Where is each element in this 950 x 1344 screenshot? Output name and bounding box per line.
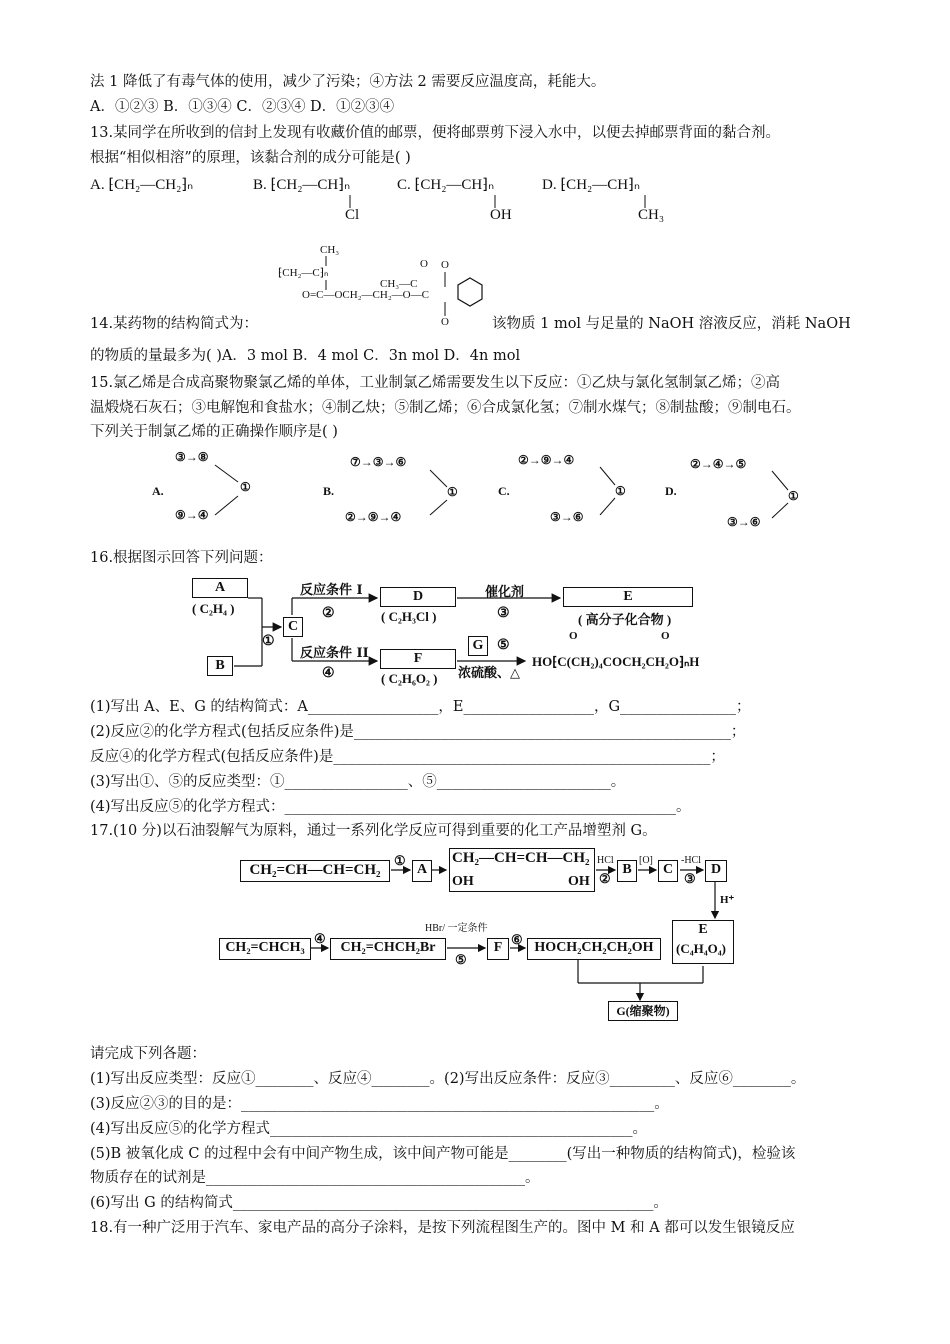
box-e: E (563, 587, 693, 607)
q17-sub3: (4)写出反应⑤的化学方程式__________________________________________________。 (90, 1121, 648, 1137)
q13-option-c-sub: OH (490, 207, 512, 223)
q17-propanol: HOCH₂CH₂CH₂OH (527, 938, 661, 960)
q14-stem: 14.某药物的结构简式为： (90, 316, 259, 332)
step-2: ② (322, 606, 335, 621)
product-o1: O (569, 630, 578, 642)
q16-product: HO⁅C(CH₂)₄COCH₂CH₂O⁆ₙH (532, 654, 700, 669)
box-d: D (380, 587, 456, 607)
q17-box-e: E (672, 920, 734, 964)
q13-option-d-sub: CH₃ (638, 207, 665, 223)
q15-stem-3: 下列关于制氯乙烯的正确操作顺序是( ) (90, 424, 338, 440)
q14-chain: ⁅CH₂—C⁆ₙ (278, 267, 329, 279)
q15-d-top: ②→④→⑤ (690, 457, 747, 471)
q13-option-c: C. ⁅CH₂—CH⁆ₙ (397, 177, 495, 193)
q15-b-top: ⑦→③→⑥ (350, 455, 407, 469)
step-3: ③ (497, 606, 510, 621)
q17-box-g: G(缩聚物) (608, 1001, 678, 1021)
q17-box-b: B (617, 860, 637, 882)
q13-stem: 13.某同学在所收到的信封上发现有收藏价值的邮票，便将邮票剪下浸入水中，以便去掉邮票背面的黏合剂。 (90, 125, 781, 141)
q15-c-label: C. (498, 484, 510, 498)
q15-c-top: ②→⑨→④ (518, 453, 575, 467)
q17-sub6: (6)写出 G 的结构简式__________________________________________________________。 (90, 1195, 668, 1211)
q13-option-a: A. ⁅CH₂—CH₂⁆ₙ (90, 177, 194, 193)
q16-sub2: (2)反应②的化学方程式(包括反应条件)是____________________________________________________； (90, 724, 746, 740)
cond-2: 反应条件 II (300, 646, 369, 661)
q14-stem-right: 该物质 1 mol 与足量的 NaOH 溶液反应，消耗 NaOH (492, 316, 851, 332)
q15-a-end: ① (240, 480, 251, 494)
q15-stem: 15.氯乙烯是合成高聚物聚氯乙烯的单体，工业制氯乙烯需要发生以下反应：①乙炔与氯化氢制氯乙烯；②高 (90, 375, 781, 391)
step-5: ⑤ (497, 638, 510, 653)
q17-sub5: 物质存在的试剂是____________________________________________。 (90, 1170, 540, 1186)
q15-b-label: B. (323, 484, 335, 498)
q15-c-bottom: ③→⑥ (550, 510, 584, 524)
q17-box-f: F (487, 938, 509, 960)
q17-propene: CH₂=CHCH₃ (219, 938, 311, 960)
step-4: ④ (322, 666, 335, 681)
q17-s4: ④ (314, 931, 326, 946)
box-a: A (192, 578, 248, 598)
q17-stem: 17.(10 分)以石油裂解气为原料，通过一系列化学反应可得到重要的化工产品增塑剂 G。 (90, 823, 657, 839)
q18-stem: 18.有一种广泛用于汽车、家电产品的高分子涂料，是按下列流程图生产的。图中 M 和 A 都可以发生银镜反应 (90, 1220, 795, 1236)
product-o2: O (661, 630, 670, 642)
q13-option-b-sub: Cl (345, 207, 360, 223)
q15-stem-2: 温煅烧石灰石；③电解饱和食盐水；④制乙炔；⑤制乙烯；⑥合成氯化氢；⑦制水煤气；⑧制盐酸；⑨制电石。 (90, 400, 801, 416)
box-c: C (283, 617, 303, 637)
q16-sub1: (1)写出 A、E、G 的结构简式：A__________________，E__________________，G________________； (90, 699, 751, 715)
q17-hcl: HCl (597, 855, 614, 866)
box-b: B (207, 656, 233, 676)
q16-sub3: 反应④的化学方程式(包括反应条件)是____________________________________________________； (90, 749, 725, 765)
q17-s3: ③ (684, 871, 696, 886)
box-f: F (380, 649, 456, 669)
q16-sub4: (3)写出①、⑤的反应类型：①_________________、⑤________________________。 (90, 774, 626, 790)
q17-sub2: (3)反应②③的目的是：_________________________________________________________。 (90, 1096, 669, 1112)
q17-s6: ⑥ (511, 932, 523, 947)
q14-o2: O (441, 259, 449, 271)
catalyst-label: 催化剂 (485, 585, 525, 600)
cond-1: 反应条件 I (300, 583, 363, 598)
q13-stem-2: 根据“相似相溶”的原理，该黏合剂的成分可能是( ) (90, 150, 411, 166)
q15-d-label: D. (665, 484, 677, 498)
q17-oh1: OH (452, 874, 474, 889)
q17-hbr: HBr/ 一定条件 (425, 923, 488, 934)
q12-options: A．①②③ B．①③④ C．②③④ D．①②③④ (90, 99, 395, 115)
conc-label: 浓硫酸、△ (458, 666, 520, 681)
q14-ester: O=C—OCH₂—CH₂—O—C (302, 289, 429, 301)
q17-diol: CH₂—CH=CH—CH₂ (449, 848, 595, 892)
q14-ch3: CH₃ (320, 244, 340, 256)
q15-b-end: ① (447, 485, 458, 499)
q17-box-a: A (412, 860, 432, 882)
q15-b-bottom: ②→⑨→④ (345, 510, 402, 524)
q17-e-formula: (C₄H₄O₄) (676, 941, 726, 956)
text-line: 法 1 降低了有毒气体的使用，减少了污染；④方法 2 需要反应温度高，耗能大。 (90, 74, 606, 90)
q16-stem: 16.根据图示回答下列问题： (90, 550, 273, 566)
q17-oh2: OH (568, 874, 590, 889)
q17-intro: 请完成下列各题： (90, 1046, 206, 1062)
q15-c-end: ① (615, 484, 626, 498)
q17-o: [O] (639, 855, 653, 866)
box-a-formula: ( C₂H₄ ) (192, 601, 235, 616)
box-g: G (468, 636, 488, 656)
box-d-formula: ( C₂H₃Cl ) (381, 609, 437, 624)
q17-s5: ⑤ (455, 952, 467, 967)
q17-start: CH₂=CH—CH=CH₂ (240, 860, 390, 882)
q17-h: H⁺ (720, 894, 735, 906)
q16-sub5: (4)写出反应⑤的化学方程式：______________________________________________________。 (90, 799, 691, 815)
q17-box-d: D (705, 860, 727, 882)
q15-a-top: ③→⑧ (175, 450, 209, 464)
q13-option-d: D. ⁅CH₂—CH⁆ₙ (542, 177, 640, 193)
q14-options: 的物质的量最多为( )A．3 mol B．4 mol C．3n mol D．4n mol (90, 348, 521, 364)
q17-sub1: (1)写出反应类型：反应①________、反应④________。(2)写出反应条件：反应③_________、反应⑥________。 (90, 1071, 806, 1087)
q14-ch3c: CH₃—C (380, 278, 418, 290)
q14-o1: O (420, 258, 428, 270)
q15-d-bottom: ③→⑥ (727, 515, 761, 529)
q15-d-end: ① (788, 489, 799, 503)
q17-s1: ① (394, 853, 406, 868)
q17-sub4: (5)B 被氧化成 C 的过程中会有中间产物生成，该中间产物可能是________(写出一种物质的结构简式)，检验该 (90, 1146, 796, 1162)
q17-s2: ② (599, 871, 611, 886)
box-e-formula: ( 高分子化合物 ) (578, 612, 672, 627)
box-f-formula: ( C₂H₆O₂ ) (381, 671, 438, 686)
step-1: ① (262, 634, 275, 649)
q15-a-bottom: ⑨→④ (175, 508, 209, 522)
q17-box-c: C (658, 860, 678, 882)
q15-a-label: A. (152, 484, 164, 498)
q14-o-bottom: O (441, 316, 449, 328)
q17-allyl: CH₂=CHCH₂Br (330, 938, 446, 960)
q13-option-b: B. ⁅CH₂—CH⁆ₙ (253, 177, 351, 193)
q17-minus-hcl: -HCl (681, 855, 701, 866)
